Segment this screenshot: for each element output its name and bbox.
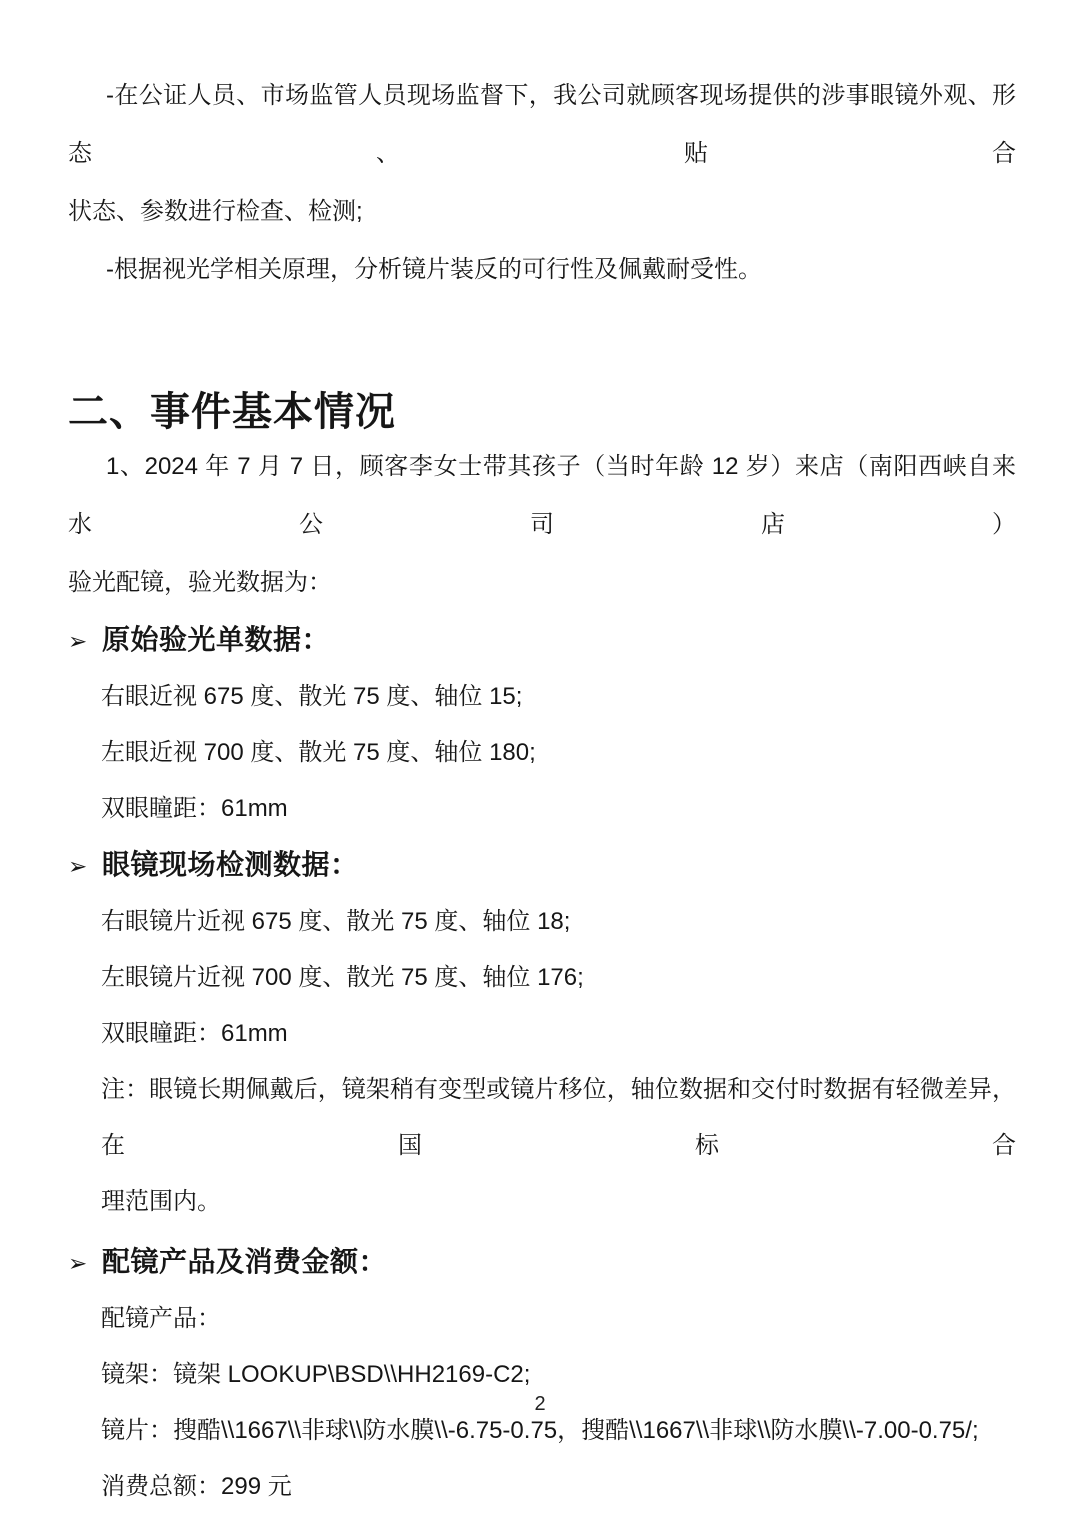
intro-para1-line2: 状态、参数进行检查、检测; [68,198,363,225]
onsite-test-content [68,894,1016,1230]
bullet-heading-onsite-test [68,837,1016,894]
intro-para2: -根据视光学相关原理，分析镜片装反的可行性及佩戴耐受性。 [106,256,762,283]
arrow-bullet-icon: ➢ [68,628,88,654]
test-note-line1: 注：眼镜长期佩戴后，镜架稍有变型或镜片移位，轴位数据和交付时数据有轻微差异，在国标合 [101,1076,1016,1159]
rx-pupil-distance: 双眼瞳距：61mm [101,795,288,822]
event-line2: 验光配镜，验光数据为： [68,569,332,596]
test-right-eye: 右眼镜片近视 675 度、散光 75 度、轴位 18; [101,908,571,935]
rx-left-eye: 左眼近视 700 度、散光 75 度、轴位 180; [101,739,536,766]
original-rx-content [68,669,1016,837]
intro-paragraphs [68,0,1016,299]
page-number: 2 [534,1393,546,1415]
arrow-bullet-icon: ➢ [68,853,88,879]
test-left-eye: 左眼镜片近视 700 度、散光 75 度、轴位 176; [101,964,584,991]
intro-para1-line1: -在公证人员、市场监管人员现场监督下，我公司就顾客现场提供的涉事眼镜外观、形态、贴合 [68,82,1016,167]
rx-right-eye: 右眼近视 675 度、散光 75 度、轴位 15; [101,683,523,710]
bullet-title-original-rx: 原始验光单数据： [102,624,331,655]
purchase-lens: 镜片：搜酷\\1667\\非球\\防水膜\\-6.75-0.75，搜酷\\1667\\非球\\防水膜\\-7.00-0.75/; [101,1417,979,1444]
test-pupil-distance: 双眼瞳距：61mm [101,1020,288,1047]
purchase-frame: 镜架：镜架 LOOKUP\BSD\\HH2169-C2; [101,1361,531,1388]
bullet-sections [68,612,1016,1515]
purchase-total: 消费总额：299 元 [101,1473,292,1500]
bullet-title-purchase: 配镜产品及消费金额： [102,1246,388,1277]
event-line1: 1、2024 年 7 月 7 日，顾客李女士带其孩子（当时年龄 12 岁）来店（南阳西峡自来水公司店） [68,453,1016,538]
arrow-bullet-icon: ➢ [68,1250,88,1276]
purchase-products-label: 配镜产品： [101,1305,221,1332]
bullet-title-onsite-test: 眼镜现场检测数据： [102,849,359,880]
section-heading: 二、事件基本情况 [68,390,396,434]
bullet-heading-original-rx [68,612,1016,669]
test-note-line2: 理范围内。 [101,1188,221,1215]
event-paragraph [68,438,1016,612]
bullet-heading-purchase [68,1234,1016,1291]
